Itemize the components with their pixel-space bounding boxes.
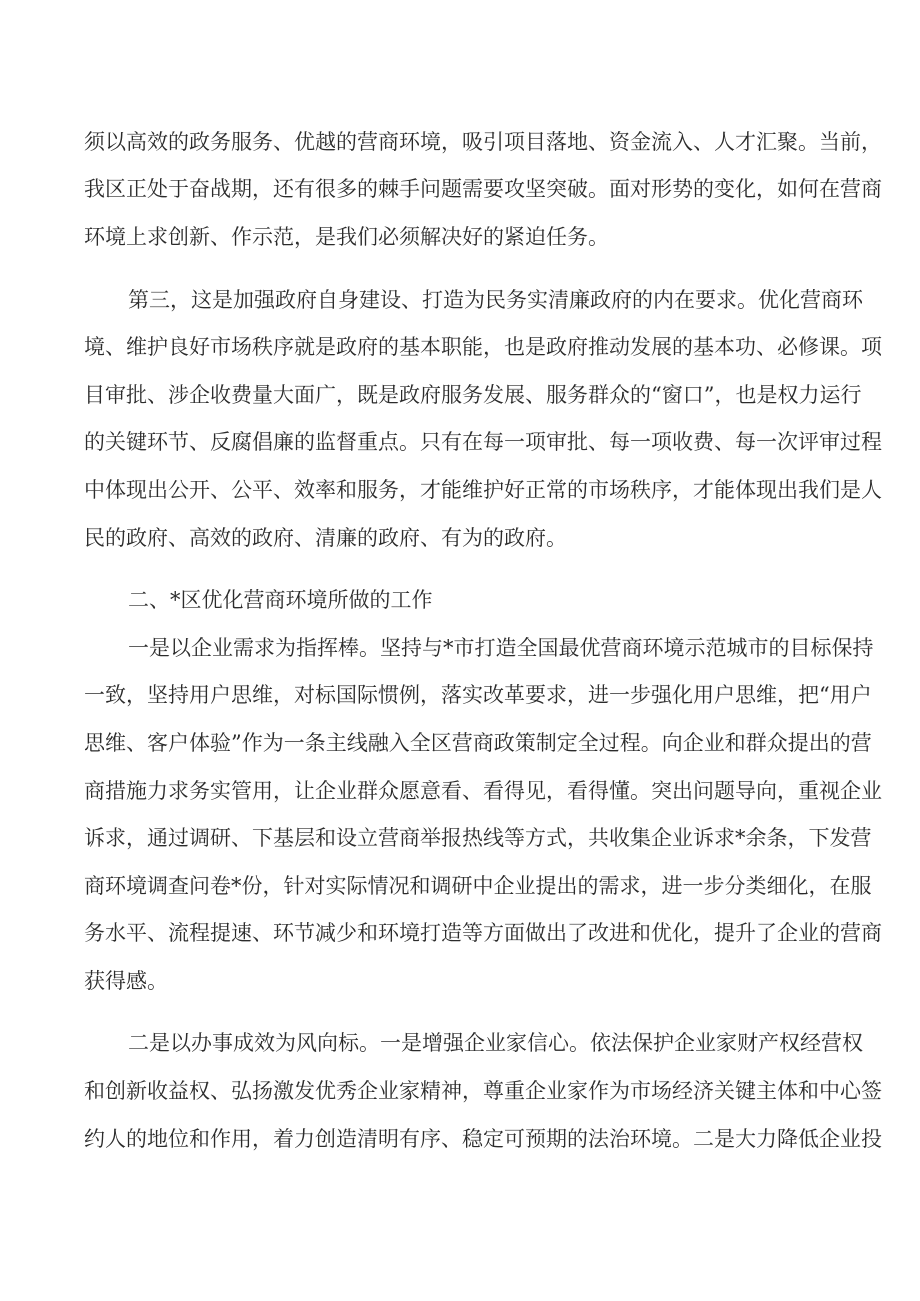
text-line: 第三，这是加强政府自身建设、打造为民务实清廉政府的内在要求。优化营商环	[128, 288, 863, 312]
text-line: 诉求，通过调研、下基层和设立营商举报热线等方式，共收集企业诉求*余条，下发营	[84, 826, 872, 850]
text-line: 环境上求创新、作示范，是我们必须解决好的紧迫任务。	[84, 225, 609, 249]
text-line: 二是以办事成效为风向标。一是增强企业家信心。依法保护企业家财产权经营权	[128, 1031, 863, 1055]
text-line: 我区正处于奋战期，还有很多的棘手问题需要攻坚突破。面对形势的变化，如何在营商	[84, 177, 882, 201]
text-line: 商措施力求务实管用，让企业群众愿意看、看得见，看得懂。突出问题导向，重视企业	[84, 779, 882, 803]
text-line: 目审批、涉企收费量大面广，既是政府服务发展、服务群众的“窗口”，也是权力运行	[84, 383, 862, 407]
text-line: 一致，坚持用户思维，对标国际惯例，落实改革要求，进一步强化用户思维，把“用户	[84, 683, 872, 707]
text-line: 和创新收益权、弘扬激发优秀企业家精神，尊重企业家作为市场经济关键主体和中心签	[84, 1079, 882, 1103]
text-line: 获得感。	[84, 969, 168, 993]
text-line: 的关键环节、反腐倡廉的监督重点。只有在每一项审批、每一项收费、每一次评审过程	[84, 430, 882, 454]
text-line: 思维、客户体验”作为一条主线融入全区营商政策制定全过程。向企业和群众提出的营	[84, 731, 872, 755]
text-line: 中体现出公开、公平、效率和服务，才能维护好正常的市场秩序，才能体现出我们是人	[84, 478, 882, 502]
text-line: 境、维护良好市场秩序就是政府的基本职能，也是政府推动发展的基本功、必修课。项	[84, 335, 882, 359]
text-line: 务水平、流程提速、环节减少和环境打造等方面做出了改进和优化，提升了企业的营商	[84, 921, 882, 945]
text-line: 民的政府、高效的政府、清廉的政府、有为的政府。	[84, 526, 567, 550]
text-line: 商环境调查问卷*份，针对实际情况和调研中企业提出的需求，进一步分类细化，在服	[84, 874, 872, 898]
section-heading: 二、*区优化营商环境所做的工作	[128, 588, 433, 612]
text-line: 一是以企业需求为指挥棒。坚持与*市打造全国最优营商环境示范城市的目标保持	[128, 636, 874, 660]
text-line: 须以高效的政务服务、优越的营商环境，吸引项目落地、资金流入、人才汇聚。当前，	[84, 130, 882, 154]
text-line: 约人的地位和作用，着力创造清明有序、稳定可预期的法治环境。二是大力降低企业投	[84, 1127, 882, 1151]
